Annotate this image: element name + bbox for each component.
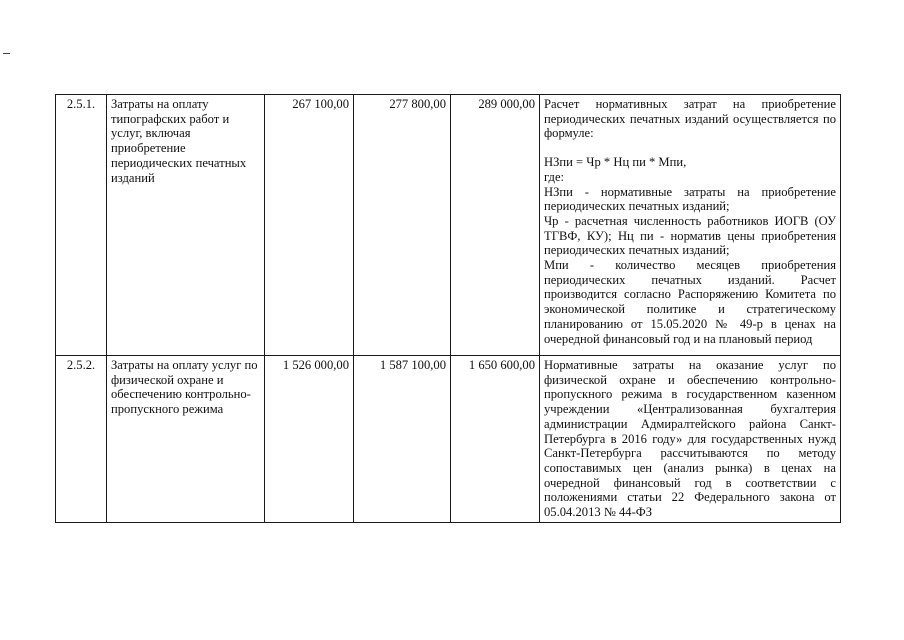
value-year-2: 1 587 100,00 [354,356,451,523]
value-year-1: 1 526 000,00 [265,356,354,523]
description-paragraph: Чр - расчетная численность работников ИОГВ (ОУ ТГВФ, КУ); Нц пи - норматив цены приобретения периодических печатных изданий; [544,213,836,258]
description-paragraph: Расчет нормативных затрат на приобретение периодических печатных изданий осуществляется по формуле: [544,97,836,141]
expense-name: Затраты на оплату типографских работ и услуг, включая приобретение периодических печатных изданий [107,95,265,356]
table-row [56,95,841,356]
expense-name: Затраты на оплату услуг по физической охране и обеспечению контрольно-пропускного режима [107,356,265,523]
description-paragraph: НЗпи - нормативные затраты на приобретение периодических печатных изданий; [544,184,836,214]
description-paragraph: где: [544,169,565,184]
value-year-3: 289 000,00 [451,95,540,356]
description-paragraph: Мпи - количество месяцев приобретения периодических печатных изданий. Расчет производится согласно Распоряжению Комитета по экономической политике и стратегическому планированию от 15.05.2020 № 49-р в ценах на очередной финансовый год и на плановый период [544,258,836,346]
row-number: 2.5.2. [56,356,107,523]
value-year-3: 1 650 600,00 [451,356,540,523]
cost-norms-table [55,94,841,523]
calculation-description [540,356,841,523]
margin-mark [3,53,10,54]
row-number: 2.5.1. [56,95,107,356]
calculation-description [540,95,841,356]
value-year-2: 277 800,00 [354,95,451,356]
formula: НЗпи = Чр * Нц пи * Мпи, [544,155,687,170]
description-paragraph: Нормативные затраты на оказание услуг по физической охране и обеспечению контрольно-пропускного режима в государственном казенном учреждении «Централизованная бухгалтерия администрации Адмиралтейского района Санкт-Петербурга в 2016 году» для государственных нужд Санкт-Петербурга рассчитываются по методу сопоставимых цен (анализ рынка) в ценах на очередной финансовый год в соответствии с положениями статьи 22 Федерального закона от 05.04.2013 № 44-ФЗ [544,358,836,520]
value-year-1: 267 100,00 [265,95,354,356]
table-row [56,356,841,523]
